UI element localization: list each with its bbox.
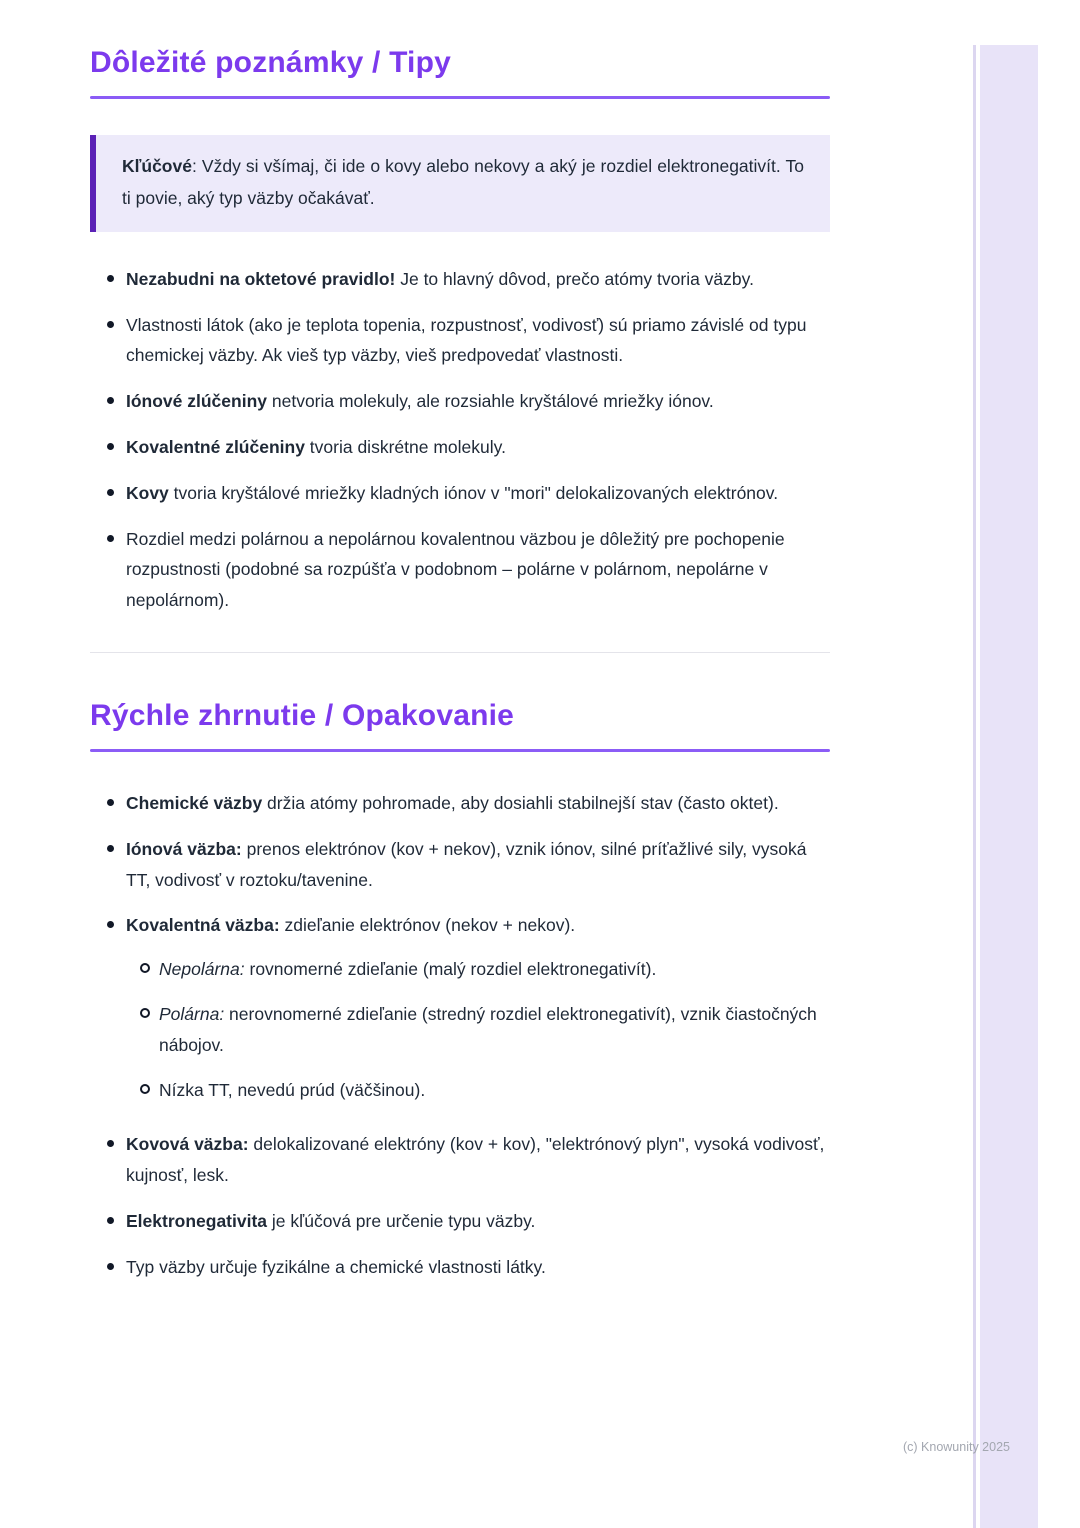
title-underline (90, 749, 830, 752)
item-text: Typ väzby určuje fyzikálne a chemické vlastnosti látky. (126, 1256, 546, 1277)
item-lead: Kovová väzba: (126, 1134, 249, 1155)
section-title-notes: Dôležité poznámky / Tipy (90, 46, 451, 79)
list-item (126, 1129, 830, 1191)
section-important-notes (90, 46, 830, 616)
item-text: delokalizované elektróny (kov + kov), "elektrónový plyn", vysoká vodivosť, kujnosť, lesk. (126, 1134, 825, 1186)
item-lead-italic: Polárna: (159, 1003, 225, 1024)
list-item (126, 1252, 830, 1283)
item-text: Nízka TT, nevedú prúd (väčšinou). (159, 1079, 426, 1100)
section-title-summary: Rýchle zhrnutie / Opakovanie (90, 698, 515, 732)
list-item (126, 788, 830, 819)
item-text: držia atómy pohromade, aby dosiahli stabilnejší stav (často oktet). (262, 792, 779, 813)
item-text: netvoria molekuly, ale rozsiahle kryštálové mriežky iónov. (267, 391, 714, 412)
covalent-sublist (126, 954, 830, 1105)
item-lead: Kovy (126, 482, 169, 503)
right-page-strip (980, 45, 1038, 1528)
item-text: Vlastnosti látok (ako je teplota topenia, rozpustnosť, vodivosť) sú priamo závislé od typu chemickej väzby. Ak vieš typ väzby, vieš predpovedať vlastnosti. (126, 314, 807, 366)
sub-list-item (159, 999, 830, 1061)
item-text: prenos elektrónov (kov + nekov), vznik iónov, silné príťažlivé sily, vysoká TT, vodivosť v roztoku/tavenine. (126, 838, 807, 890)
item-lead: Nezabudni na oktetové pravidlo! (126, 268, 396, 289)
section-quick-summary (90, 699, 830, 1283)
item-lead: Chemické väzby (126, 792, 263, 813)
sub-list-item (159, 954, 830, 985)
callout-text: : Vždy si všímaj, či ide o kovy alebo nekovy a aký je rozdiel elektronegativít. To ti povie, aký typ väzby očakávať. (122, 156, 804, 209)
summary-list (90, 788, 830, 1283)
item-text: nerovnomerné zdieľanie (stredný rozdiel elektronegativít), vznik čiastočných nábojov. (159, 1003, 817, 1055)
item-text: rovnomerné zdieľanie (malý rozdiel elektronegativít). (244, 959, 657, 980)
notes-list (90, 264, 830, 616)
item-lead: Kovalentné zlúčeniny (126, 436, 305, 457)
list-item (126, 264, 830, 295)
item-lead: Elektronegativita (126, 1210, 268, 1231)
item-lead: Kovalentná väzba: (126, 915, 280, 936)
page-edge-line (973, 45, 976, 1528)
item-lead: Iónová väzba: (126, 838, 242, 859)
list-item (126, 524, 830, 616)
item-text: je kľúčová pre určenie typu väzby. (267, 1210, 536, 1231)
item-text: tvoria diskrétne molekuly. (304, 436, 506, 457)
item-lead-italic: Nepolárna: (159, 959, 245, 980)
list-item (126, 834, 830, 896)
footer-copyright: (c) Knowunity 2025 (902, 1440, 1010, 1454)
list-item (126, 386, 830, 417)
document-content (90, 46, 830, 1297)
key-callout (90, 135, 830, 232)
list-item (126, 910, 830, 1105)
item-text: Rozdiel medzi polárnou a nepolárnou kovalentnou väzbou je dôležitý pre pochopenie rozpustnosti (podobné sa rozpúšťa v podobnom – polárne v polárnom, nepolárne v nepolárnom). (126, 528, 785, 611)
item-text: zdieľanie elektrónov (nekov + nekov). (279, 915, 576, 936)
item-text: Je to hlavný dôvod, prečo atómy tvoria väzby. (395, 268, 754, 289)
callout-lead: Kľúčové (122, 156, 192, 176)
title-underline (90, 96, 830, 99)
list-item (126, 432, 830, 463)
item-lead: Iónové zlúčeniny (126, 391, 267, 412)
list-item (126, 478, 830, 509)
sub-list-item (159, 1075, 830, 1106)
section-divider (90, 652, 830, 653)
list-item (126, 310, 830, 372)
list-item (126, 1206, 830, 1237)
item-text: tvoria kryštálové mriežky kladných iónov v "mori" delokalizovaných elektrónov. (168, 482, 779, 503)
